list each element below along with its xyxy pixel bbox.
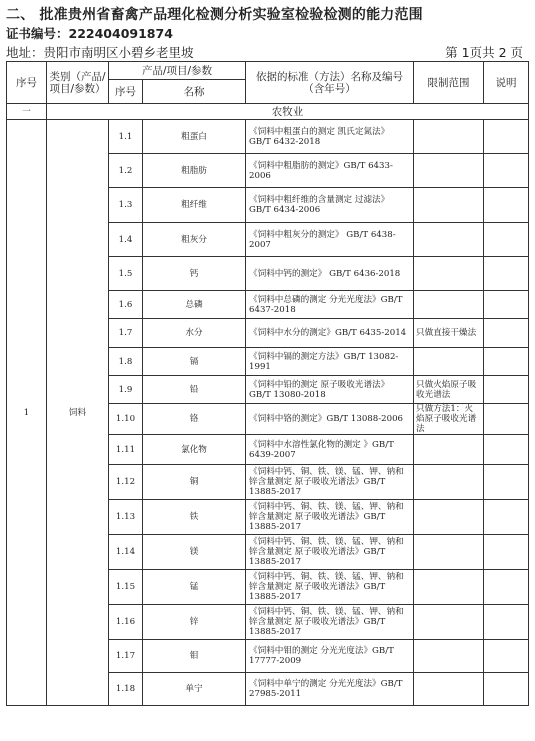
row-limit [414, 570, 484, 605]
address-value: 贵阳市南明区小碧乡老里坡 [43, 45, 194, 60]
row-name: 钙 [143, 257, 246, 291]
row-number: 1.16 [109, 605, 143, 640]
row-standard: 《饲料中钙、铜、铁、镁、锰、钾、钠和锌含量测定 原子吸收光谱法》GB/T 13885-2017 [246, 465, 414, 500]
row-note [484, 120, 529, 154]
row-name: 锰 [143, 570, 246, 605]
row-note [484, 291, 529, 319]
row-limit [414, 120, 484, 154]
row-limit: 只做方法1：火焰原子吸收光谱法 [414, 404, 484, 435]
row-standard: 《饲料中钙、铜、铁、镁、锰、钾、钠和锌含量测定 原子吸收光谱法》GB/T 13885-2017 [246, 570, 414, 605]
row-name: 粗蛋白 [143, 120, 246, 154]
row-number: 1.18 [109, 673, 143, 706]
certificate-number [6, 24, 173, 42]
row-number: 1.8 [109, 348, 143, 376]
row-note [484, 535, 529, 570]
header-limit: 限制范围 [414, 62, 484, 104]
row-standard: 《饲料中钙、铜、铁、镁、锰、钾、钠和锌含量测定 原子吸收光谱法》GB/T 13885-2017 [246, 500, 414, 535]
page-info: 第 1页共 2 页 [445, 45, 523, 60]
row-note [484, 223, 529, 257]
row-note [484, 404, 529, 435]
address [6, 43, 194, 61]
row-name: 锌 [143, 605, 246, 640]
row-limit [414, 348, 484, 376]
row-name: 水分 [143, 319, 246, 348]
row-standard: 《饲料中钙的测定》 GB/T 6436-2018 [246, 257, 414, 291]
row-name: 铬 [143, 404, 246, 435]
row-name: 总磷 [143, 291, 246, 319]
row-limit [414, 188, 484, 223]
scope-table [6, 61, 529, 706]
row-limit: 只做直接干燥法 [414, 319, 484, 348]
row-name: 粗纤维 [143, 188, 246, 223]
row-number: 1.10 [109, 404, 143, 435]
header-product-group: 产品/项目/参数 [109, 62, 246, 80]
row-standard: 《饲料中铅的测定 原子吸收光谱法》GB/T 13080-2018 [246, 376, 414, 404]
row-standard: 《饲料中水溶性氯化物的测定 》GB/T 6439-2007 [246, 435, 414, 465]
row-number: 1.5 [109, 257, 143, 291]
row-standard: 《饲料中钙、铜、铁、镁、锰、钾、钠和锌含量测定 原子吸收光谱法》GB/T 13885-2017 [246, 535, 414, 570]
row-note [484, 348, 529, 376]
row-limit [414, 673, 484, 706]
header-category: 类别（产品/项目/参数） [47, 62, 109, 104]
section-row [7, 104, 529, 120]
row-limit [414, 640, 484, 673]
group-seq: 1 [7, 120, 47, 706]
row-name: 镁 [143, 535, 246, 570]
header-name: 名称 [143, 80, 246, 104]
row-number: 1.6 [109, 291, 143, 319]
section-name: 农牧业 [47, 104, 529, 120]
row-note [484, 257, 529, 291]
row-name: 铁 [143, 500, 246, 535]
table-body [7, 104, 529, 706]
row-number: 1.17 [109, 640, 143, 673]
row-standard: 《饲料中钼的测定 分光光度法》GB/T 17777-2009 [246, 640, 414, 673]
row-name: 镉 [143, 348, 246, 376]
row-limit [414, 535, 484, 570]
row-name: 铅 [143, 376, 246, 404]
row-note [484, 500, 529, 535]
row-limit [414, 500, 484, 535]
row-standard: 《饲料中粗纤维的含量测定 过滤法》GB/T 6434-2006 [246, 188, 414, 223]
row-limit: 只做火焰原子吸收光谱法 [414, 376, 484, 404]
row-number: 1.1 [109, 120, 143, 154]
header-note: 说明 [484, 62, 529, 104]
row-limit [414, 465, 484, 500]
row-number: 1.12 [109, 465, 143, 500]
row-number: 1.14 [109, 535, 143, 570]
row-note [484, 188, 529, 223]
cert-label: 证书编号： [6, 26, 69, 41]
header-sub-seq: 序号 [109, 80, 143, 104]
row-note [484, 465, 529, 500]
row-note [484, 435, 529, 465]
row-number: 1.13 [109, 500, 143, 535]
row-number: 1.15 [109, 570, 143, 605]
row-standard: 《饲料中水分的测定》GB/T 6435-2014 [246, 319, 414, 348]
group-category: 饲料 [47, 120, 109, 706]
row-limit [414, 223, 484, 257]
row-number: 1.9 [109, 376, 143, 404]
section-seq: 一 [7, 104, 47, 120]
row-limit [414, 605, 484, 640]
row-standard: 《饲料中粗蛋白的测定 凯氏定氮法》GB/T 6432-2018 [246, 120, 414, 154]
row-note [484, 605, 529, 640]
address-label: 地址： [6, 45, 44, 60]
header-standard: 依据的标准（方法）名称及编号（含年号） [246, 62, 414, 104]
row-number: 1.3 [109, 188, 143, 223]
row-standard: 《饲料中单宁的测定 分光光度法》GB/T 27985-2011 [246, 673, 414, 706]
row-number: 1.2 [109, 154, 143, 188]
row-note [484, 570, 529, 605]
row-note [484, 640, 529, 673]
row-name: 铜 [143, 465, 246, 500]
row-limit [414, 154, 484, 188]
row-standard: 《饲料中钙、铜、铁、镁、锰、钾、钠和锌含量测定 原子吸收光谱法》GB/T 13885-2017 [246, 605, 414, 640]
row-note [484, 319, 529, 348]
row-standard: 《饲料中总磷的测定 分光光度法》GB/T 6437-2018 [246, 291, 414, 319]
row-name: 粗灰分 [143, 223, 246, 257]
row-standard: 《饲料中粗灰分的测定》 GB/T 6438-2007 [246, 223, 414, 257]
row-note [484, 673, 529, 706]
row-limit [414, 257, 484, 291]
row-note [484, 154, 529, 188]
row-name: 氯化物 [143, 435, 246, 465]
row-name: 钼 [143, 640, 246, 673]
row-limit [414, 435, 484, 465]
row-standard: 《饲料中粗脂肪的测定》GB/T 6433-2006 [246, 154, 414, 188]
row-standard: 《饲料中镉的测定方法》GB/T 13082-1991 [246, 348, 414, 376]
document-title: 二、 批准贵州省畜禽产品理化检测分析实验室检验检测的能力范围 [6, 7, 423, 23]
row-number: 1.4 [109, 223, 143, 257]
row-limit [414, 291, 484, 319]
row-number: 1.11 [109, 435, 143, 465]
table-row [7, 120, 529, 154]
cert-value: 222404091874 [68, 26, 173, 41]
header-seq: 序号 [7, 62, 47, 104]
row-name: 粗脂肪 [143, 154, 246, 188]
row-note [484, 376, 529, 404]
row-name: 单宁 [143, 673, 246, 706]
row-standard: 《饲料中铬的测定》GB/T 13088-2006 [246, 404, 414, 435]
row-number: 1.7 [109, 319, 143, 348]
